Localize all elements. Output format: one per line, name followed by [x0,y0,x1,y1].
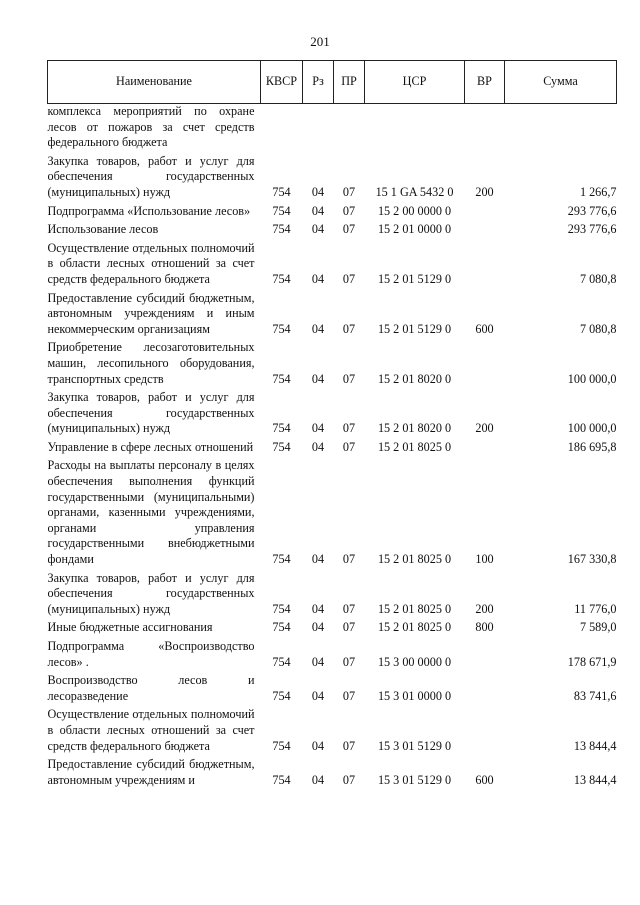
row-pr: 07 [342,439,356,454]
row-name: Управление в сфере лесных отношений [47,439,254,454]
row-csr: 15 2 01 8020 0 [377,421,452,436]
row-name: Закупка товаров, работ и услуг для обеспечения государственных (муниципальных) нужд [47,153,255,199]
table-row [48,440,617,459]
row-pr: 07 [342,688,356,703]
table-body [48,104,617,792]
row-csr: 15 2 01 8025 0 [377,552,452,567]
row-name: Предоставление субсидий бюджетным, автономным учреждениям и [47,757,255,787]
page-number: 201 [310,34,330,49]
row-name: Осуществление отдельных полномочий в области лесных отношений за счет средств федерального бюджета [47,707,255,753]
header-kvsr: КВСР [261,61,303,104]
row-pr: 07 [342,620,356,635]
row-rz: 04 [311,421,325,436]
table-row [48,571,617,621]
row-name: Закупка товаров, работ и услуг для обеспечения государственных (муниципальных) нужд [47,570,255,616]
row-kvsr: 754 [272,688,291,703]
row-name: комплекса мероприятий по охране лесов от пожаров за счет средств федерального бюджета [47,104,255,150]
row-name: Приобретение лесозаготовительных машин, лесопильного оборудования, транспортных средств [47,340,255,386]
row-name: Использование лесов [47,222,159,237]
row-csr: 15 3 00 0000 0 [377,654,452,669]
row-vr: 200 [475,184,494,199]
row-vr [465,639,505,673]
row-kvsr: 754 [272,601,291,616]
row-sum: 293 776,6 [567,203,617,218]
table-row [48,757,617,791]
row-vr [465,241,505,291]
row-rz: 04 [311,620,325,635]
row-kvsr: 754 [272,271,291,286]
row-rz: 04 [311,688,325,703]
table-row [48,639,617,673]
row-pr: 07 [342,421,356,436]
table-row [48,241,617,291]
header-name: Наименование [48,61,261,104]
row-kvsr: 754 [272,654,291,669]
row-pr: 07 [342,772,356,787]
row-name: Предоставление субсидий бюджетным, автономным учреждениям и иным некоммерческим организациям [47,290,255,336]
row-csr: 15 2 01 5129 0 [377,321,452,336]
table-row [48,204,617,223]
row-rz: 04 [311,203,325,218]
row-vr [465,222,505,241]
row-csr: 15 2 01 8020 0 [377,371,452,386]
table-row [48,458,617,570]
row-kvsr [261,104,303,154]
row-sum: 13 844,4 [573,772,617,787]
table-row [48,340,617,390]
row-sum: 178 671,9 [567,654,617,669]
row-csr: 15 3 01 5129 0 [377,772,452,787]
table-row [48,222,617,241]
row-csr: 15 2 01 8025 0 [377,601,452,616]
table-row [48,620,617,639]
row-sum: 167 330,8 [567,552,617,567]
row-sum: 1 266,7 [579,184,617,199]
row-sum: 186 695,8 [567,439,617,454]
row-vr: 100 [475,552,494,567]
row-vr: 200 [475,421,494,436]
row-sum: 100 000,0 [567,371,617,386]
row-kvsr: 754 [272,321,291,336]
row-rz: 04 [311,654,325,669]
table-row [48,291,617,341]
row-pr: 07 [342,552,356,567]
row-sum: 11 776,0 [574,601,617,616]
row-pr: 07 [342,203,356,218]
row-kvsr: 754 [272,620,291,635]
row-rz: 04 [311,552,325,567]
table-row [48,104,617,154]
header-rz: Рз [303,61,334,104]
row-csr: 15 1 GA 5432 0 [375,184,454,199]
row-pr: 07 [342,738,356,753]
row-csr: 15 2 01 8025 0 [377,439,452,454]
row-sum: 83 741,6 [573,688,617,703]
row-rz: 04 [311,439,325,454]
row-vr [465,104,505,154]
row-kvsr: 754 [272,421,291,436]
row-pr: 07 [342,371,356,386]
row-vr: 600 [475,772,494,787]
row-pr: 07 [342,601,356,616]
table-row [48,673,617,707]
table-row [48,390,617,440]
row-rz: 04 [311,738,325,753]
row-pr: 07 [342,184,356,199]
row-rz: 04 [311,772,325,787]
row-pr: 07 [342,271,356,286]
row-sum [505,104,617,154]
row-sum: 13 844,4 [573,738,617,753]
row-vr: 200 [475,601,494,616]
header-vr: ВР [465,61,505,104]
row-kvsr: 754 [272,184,291,199]
table-row [48,707,617,757]
row-vr: 600 [475,321,494,336]
row-kvsr: 754 [272,738,291,753]
row-kvsr: 754 [272,371,291,386]
row-name: Подпрограмма «Использование лесов» [47,203,251,218]
row-kvsr: 754 [272,222,291,237]
row-sum: 100 000,0 [567,421,617,436]
row-kvsr: 754 [272,552,291,567]
row-pr: 07 [342,654,356,669]
row-name: Осуществление отдельных полномочий в области лесных отношений за счет средств федерального бюджета [47,240,255,286]
row-name: Расходы на выплаты персоналу в целях обеспечения выполнения функций государственными (муниципальными) органами, казенными учреждениями, органами управления государственными внебюджетными фондами [47,458,255,567]
row-name: Подпрограмма «Воспроизводство лесов» . [47,639,255,669]
row-pr: 07 [342,321,356,336]
row-csr [365,104,465,154]
row-vr [465,440,505,459]
row-pr [334,104,365,154]
row-csr: 15 2 01 8025 0 [377,620,452,635]
row-sum: 7 080,8 [579,271,617,286]
header-pr: ПР [334,61,365,104]
row-name: Воспроизводство лесов и лесоразведение [47,673,255,703]
table-header [48,61,617,104]
row-rz: 04 [311,271,325,286]
row-csr: 15 3 01 0000 0 [377,688,452,703]
row-sum: 293 776,6 [567,222,617,237]
row-csr: 15 3 01 5129 0 [377,738,452,753]
row-vr [465,707,505,757]
row-kvsr: 754 [272,439,291,454]
header-sum: Сумма [505,61,617,104]
row-csr: 15 2 00 0000 0 [377,203,452,218]
row-vr [465,673,505,707]
row-name: Иные бюджетные ассигнования [47,620,213,635]
row-name: Закупка товаров, работ и услуг для обеспечения государственных (муниципальных) нужд [47,390,255,436]
table-row [48,154,617,204]
row-pr: 07 [342,222,356,237]
row-csr: 15 2 01 5129 0 [377,271,452,286]
header-csr: ЦСР [365,61,465,104]
row-kvsr: 754 [272,772,291,787]
row-sum: 7 589,0 [579,620,617,635]
row-rz: 04 [311,184,325,199]
row-rz [303,104,334,154]
row-rz: 04 [311,601,325,616]
row-csr: 15 2 01 0000 0 [377,222,452,237]
row-rz: 04 [311,321,325,336]
row-rz: 04 [311,222,325,237]
row-vr [465,340,505,390]
row-kvsr: 754 [272,203,291,218]
row-sum: 7 080,8 [579,321,617,336]
row-vr: 800 [475,620,494,635]
row-rz: 04 [311,371,325,386]
row-vr [465,204,505,223]
budget-table [47,60,617,791]
